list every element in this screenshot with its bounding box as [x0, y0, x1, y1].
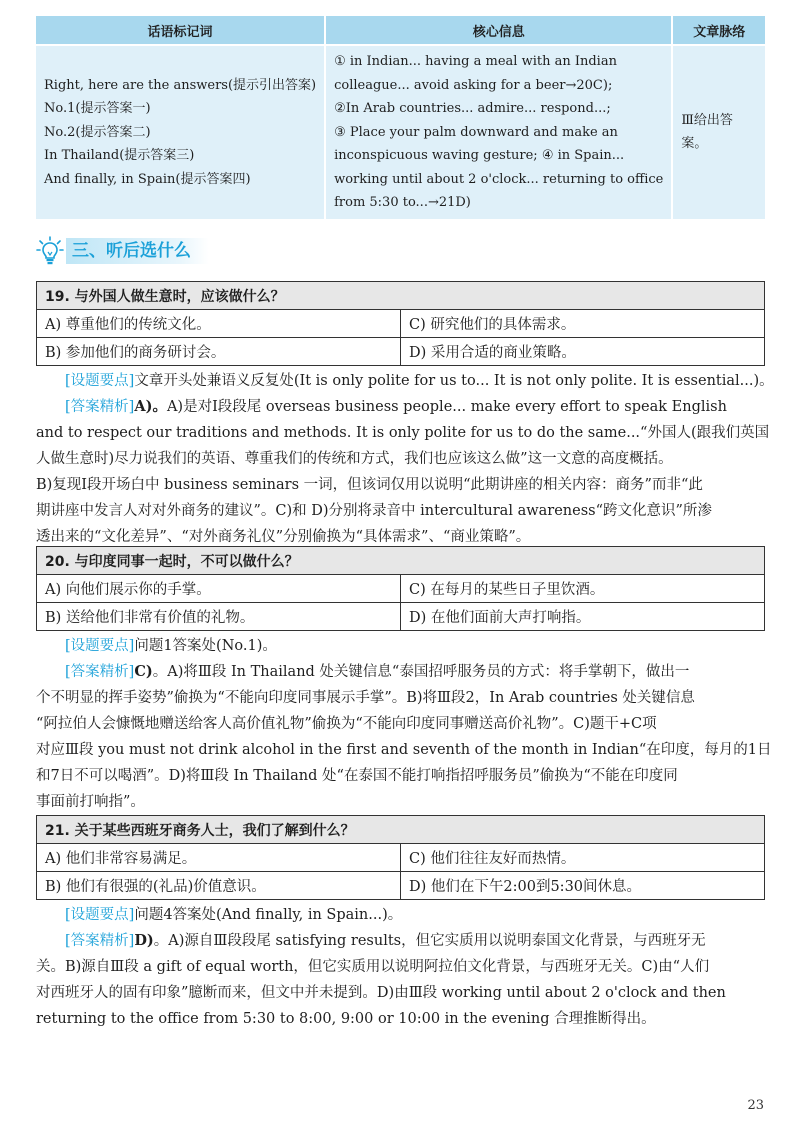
question-title: 20. 与印度同事一起时，不可以做什么？	[37, 547, 765, 575]
explanation-line: 对应Ⅲ段 you must not drink alcohol in the first and seventh of the month in Indian“在印度，每月的1日	[36, 742, 772, 758]
section-heading	[36, 234, 765, 268]
explanation-line: 关。B)源自Ⅲ段 a gift of equal worth，但它实质用以说明阿拉伯文化背景，与西班牙无关。C)由“人们	[36, 959, 710, 975]
explanation-line: 透出来的“文化差异”、“对外商务礼仪”分别偷换为“具体需求”、“商业策略”。	[36, 529, 531, 545]
answer-summary-table	[36, 16, 765, 219]
section-title: 三、听后选什么	[66, 238, 209, 264]
answer-analysis-tag: [答案精析]	[65, 399, 135, 415]
explanation-line: [答案精析]C)。A)将Ⅲ段 In Thailand 处关键信息“泰国招呼服务员的方式：将手掌朝下，做出一	[65, 663, 690, 680]
key-point-tag: [设题要点]	[65, 373, 135, 389]
option-a: A) 尊重他们的传统文化。	[37, 310, 401, 338]
page-number: 23	[747, 1098, 764, 1113]
option-c: C) 在每月的某些日子里饮酒。	[401, 575, 765, 603]
explanation-line: and to respect our traditions and methods. It is only polite for us to do the same...“外国人(跟我们英国	[36, 425, 770, 441]
header-core-info: 核心信息	[325, 16, 672, 45]
answer-letter: A)。	[134, 398, 167, 415]
core-info-line: from 5:30 to...→21D)	[334, 195, 471, 210]
explanation-line: [设题要点]文章开头处兼语义反复处(It is only polite for us to... It is not only polite. It is essential...)。	[65, 373, 774, 389]
core-info-cell	[325, 45, 672, 219]
explanation-line: B)复现Ⅰ段开场白中 business seminars 一词，但该词仅用以说明“此期讲座的相关内容：商务”而非“此	[36, 477, 703, 493]
option-a: A) 他们非常容易满足。	[37, 844, 401, 872]
lightbulb-icon	[36, 236, 64, 266]
option-d: D) 采用合适的商业策略。	[401, 338, 765, 366]
question-20-explanation	[36, 633, 772, 815]
core-info-line: colleague... avoid asking for a beer→20C);	[334, 77, 613, 93]
discourse-markers-cell	[36, 45, 325, 219]
explanation-line: 和7日不可以喝酒”。D)将Ⅲ段 In Thailand 处“在泰国不能打响指招呼服务员”偷换为“不能在印度同	[36, 768, 678, 784]
question-19-table	[36, 281, 765, 366]
core-info-line: ① in Indian... having a meal with an Indian	[334, 54, 617, 69]
answer-analysis-tag: [答案精析]	[65, 664, 135, 680]
core-info-line: inconspicuous waving gesture; ④ in Spain...	[334, 148, 625, 163]
question-21-table	[36, 815, 765, 900]
option-a: A) 向他们展示你的手掌。	[37, 575, 401, 603]
option-d: D) 他们在下午2:00到5:30间休息。	[401, 872, 765, 900]
option-b: B) 送给他们非常有价值的礼物。	[37, 603, 401, 631]
option-c: C) 他们往往友好而热情。	[401, 844, 765, 872]
question-19-explanation	[36, 368, 774, 550]
core-info-line: ②In Arab countries... admire... respond...;	[334, 101, 611, 116]
option-b: B) 他们有很强的(礼品)价值意识。	[37, 872, 401, 900]
core-info-line: working until about 2 o'clock... returning to office	[334, 171, 664, 187]
explanation-line: [设题要点]问题1答案处(No.1)。	[65, 638, 277, 654]
explanation-line: 人做生意时)尽力说我们的英语、尊重我们的传统和方式，我们也应该这么做”这一文意的高度概括。	[36, 451, 673, 467]
explanation-line: 期讲座中发言人对对外商务的建议”。C)和 D)分别将录音中 intercultural awareness“跨文化意识”所渗	[36, 503, 712, 519]
explanation-line: [设题要点]问题4答案处(And finally, in Spain...)。	[65, 907, 403, 923]
option-b: B) 参加他们的商务研讨会。	[37, 338, 401, 366]
question-21-explanation	[36, 902, 766, 1032]
marker-line: Right, here are the answers(提示引出答案)	[44, 77, 317, 93]
marker-line: And finally, in Spain(提示答案四)	[44, 171, 251, 187]
structure-cell: Ⅲ给出答案。	[672, 45, 765, 219]
key-point-tag: [设题要点]	[65, 907, 135, 923]
marker-line: No.2(提示答案二)	[44, 124, 151, 140]
explanation-line: [答案精析]D)。A)源自Ⅲ段段尾 satisfying results，但它实质用以说明泰国文化背景，与西班牙无	[65, 932, 706, 949]
option-d: D) 在他们面前大声打响指。	[401, 603, 765, 631]
answer-letter: D)	[134, 932, 154, 949]
marker-line: In Thailand(提示答案三)	[44, 148, 195, 163]
explanation-line: [答案精析]A)。A)是对Ⅰ段段尾 overseas business people... make every effort to speak English	[65, 398, 727, 415]
explanation-line: “阿拉伯人会慷慨地赠送给客人高价值礼物”偷换为“不能向印度同事赠送高价礼物”。C)题干+C项	[36, 716, 657, 732]
key-point-tag: [设题要点]	[65, 638, 135, 654]
answer-letter: C)	[134, 663, 153, 680]
option-c: C) 研究他们的具体需求。	[401, 310, 765, 338]
explanation-line: 事面前打响指”。	[36, 794, 145, 810]
explanation-line: 个不明显的挥手姿势”偷换为“不能向印度同事展示手掌”。B)将Ⅲ段2，In Arab countries 处关键信息	[36, 690, 695, 706]
question-title: 19. 与外国人做生意时，应该做什么？	[37, 282, 765, 310]
question-title: 21. 关于某些西班牙商务人士，我们了解到什么？	[37, 816, 765, 844]
header-structure: 文章脉络	[672, 16, 765, 45]
explanation-line: returning to the office from 5:30 to 8:00, 9:00 or 10:00 in the evening 合理推断得出。	[36, 1011, 656, 1027]
answer-analysis-tag: [答案精析]	[65, 933, 135, 949]
header-discourse-markers: 话语标记词	[36, 16, 325, 45]
core-info-line: ③ Place your palm downward and make an	[334, 124, 618, 140]
explanation-line: 对西班牙人的固有印象”臆断而来，但文中并未提到。D)由Ⅲ段 working until about 2 o'clock and then	[36, 985, 726, 1001]
marker-line: No.1(提示答案一)	[44, 101, 151, 116]
question-20-table	[36, 546, 765, 631]
